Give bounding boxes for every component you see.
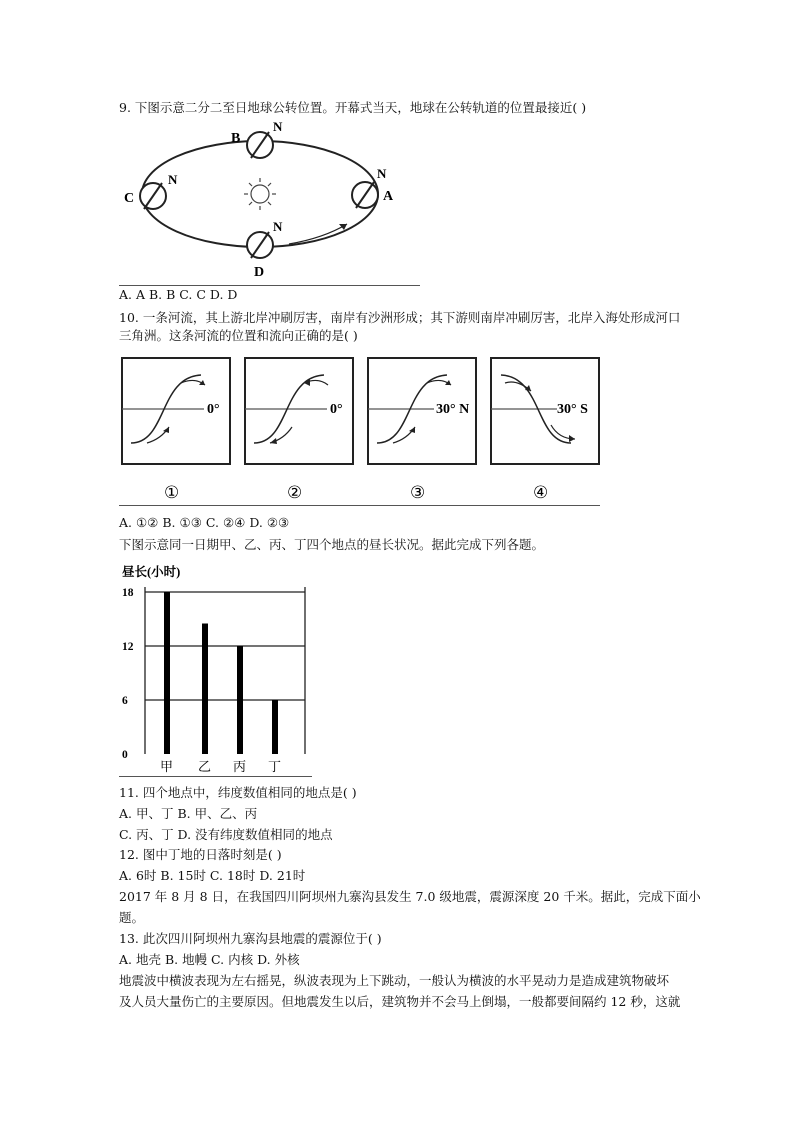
passage-line2: 及人员大量伤亡的主要原因。但地震发生以后，建筑物并不会马上倒塌，一般都要间隔约 12 秒，这就 xyxy=(119,994,681,1009)
bar-甲 xyxy=(164,592,170,754)
q11-stem: 11. 四个地点中，纬度数值相同的地点是( ) xyxy=(119,785,357,800)
river-panel-2 xyxy=(245,358,353,502)
q12-options: A. 6时 B. 15时 C. 18时 D. 21时 xyxy=(119,868,306,883)
y-tick-label: 6 xyxy=(122,695,128,707)
label-b: B xyxy=(231,131,241,146)
divider xyxy=(119,505,600,506)
y-tick-label: 0 xyxy=(122,749,128,761)
earth-b-icon xyxy=(247,132,273,158)
panel-3-lat: 30° N xyxy=(436,402,470,417)
panel-2-num: ② xyxy=(287,483,303,502)
q10-stem-line1: 10. 一条河流，其上游北岸冲刷厉害，南岸有沙洲形成；其下游则南岸冲刷厉害，北岸入海处形成河口 xyxy=(119,310,681,325)
chart-yticks xyxy=(122,587,134,761)
orbit-diagram xyxy=(119,118,425,286)
q12-stem: 12. 图中丁地的日落时刻是( ) xyxy=(119,847,282,862)
panel-2-lat: 0° xyxy=(330,402,343,417)
y-tick-label: 12 xyxy=(122,641,134,653)
category-label: 丙 xyxy=(233,759,247,774)
panel-4-lat: 30° S xyxy=(557,402,588,417)
q9-stem: 9. 下图示意二分二至日地球公转位置。开幕式当天，地球在公转轨道的位置最接近( ) xyxy=(119,100,587,115)
label-c: C xyxy=(124,191,135,206)
q11-options-line1: A. 甲、丁 B. 甲、乙、丙 xyxy=(119,806,258,821)
q13-options: A. 地壳 B. 地幔 C. 内核 D. 外核 xyxy=(119,952,300,967)
q13-stem: 13. 此次四川阿坝州九寨沟县地震的震源位于( ) xyxy=(119,931,382,946)
bar-乙 xyxy=(202,624,208,755)
intro-11-12: 下图示意同一日期甲、乙、丙、丁四个地点的昼长状况。据此完成下列各题。 xyxy=(119,537,545,552)
y-tick-label: 18 xyxy=(122,587,134,599)
chart-bars xyxy=(164,592,278,754)
label-n-d: N xyxy=(273,219,283,234)
panel-4-num: ④ xyxy=(533,483,549,502)
q9-options: A. A B. B C. C D. D xyxy=(119,287,238,302)
intro-13-line1: 2017 年 8 月 8 日，在我国四川阿坝州九寨沟县发生 7.0 级地震，震源深度 20 千米。据此，完成下面小 xyxy=(119,889,701,904)
divider xyxy=(119,776,312,777)
river-panel-4 xyxy=(491,358,599,502)
label-n-c: N xyxy=(168,172,178,187)
earth-d-icon xyxy=(247,232,273,258)
river-panel-3 xyxy=(368,358,476,502)
q11-options-line2: C. 丙、丁 D. 没有纬度数值相同的地点 xyxy=(119,827,333,842)
intro-13-line2: 题。 xyxy=(119,910,145,925)
label-d: D xyxy=(254,265,265,280)
label-n-b: N xyxy=(273,119,283,134)
river-panels xyxy=(119,355,603,507)
category-label: 乙 xyxy=(198,759,212,774)
river-panel-1 xyxy=(122,358,230,502)
bar-丙 xyxy=(237,646,243,754)
earth-c-icon xyxy=(140,183,166,209)
category-label: 丁 xyxy=(268,759,282,774)
label-n-a: N xyxy=(377,166,387,181)
panel-1-lat: 0° xyxy=(207,402,220,417)
bar-丁 xyxy=(272,700,278,754)
category-label: 甲 xyxy=(160,759,174,774)
chart-categories xyxy=(160,759,281,774)
panel-3-num: ③ xyxy=(410,483,426,502)
passage-line1: 地震波中横波表现为左右摇晃，纵波表现为上下跳动，一般认为横波的水平晃动力是造成建筑物破坏 xyxy=(119,973,670,988)
q10-stem-line2: 三角洲。这条河流的位置和流向正确的是( ) xyxy=(119,328,358,343)
panel-1-num: ① xyxy=(164,483,180,502)
chart-ylabel: 昼长(小时) xyxy=(122,565,181,579)
q10-options: A. ①② B. ①③ C. ②④ D. ②③ xyxy=(119,515,290,530)
daylength-chart xyxy=(119,562,314,779)
sun-icon xyxy=(244,178,276,210)
earth-a-icon xyxy=(352,182,378,208)
label-a: A xyxy=(383,189,394,204)
